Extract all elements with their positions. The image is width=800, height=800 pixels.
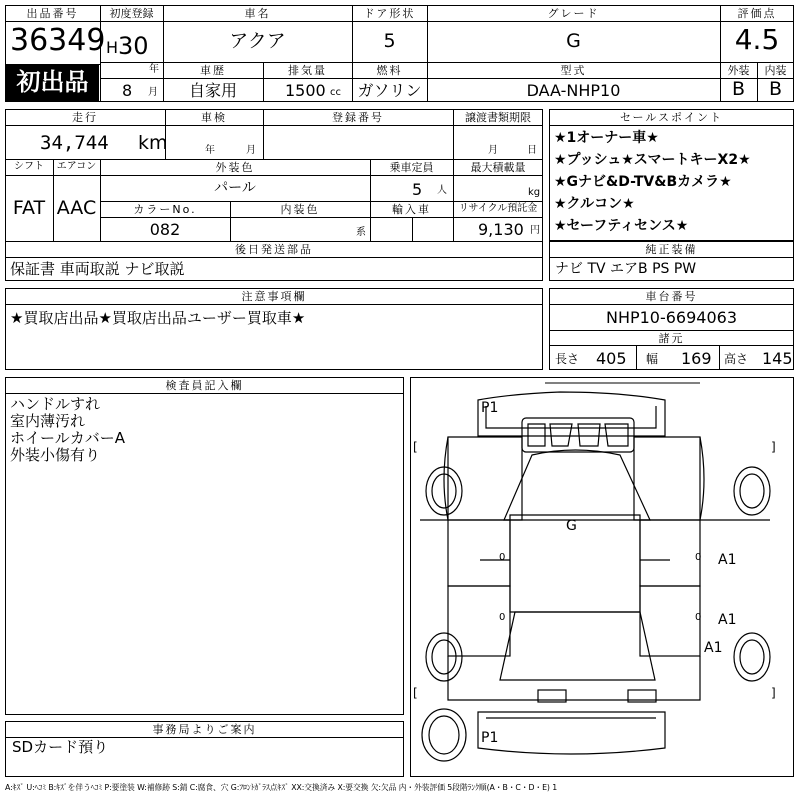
recycle-value: 9,130 <box>478 220 524 239</box>
equipment-header: 純正装備 <box>645 243 698 256</box>
year-unit: 年 <box>149 64 159 75</box>
chassis-value: NHP10-6694063 <box>605 308 738 327</box>
transfer-header: 譲渡書類期限 <box>465 111 531 124</box>
sales-points-header: セールスポイント <box>619 111 723 124</box>
int-rating-header: 内装 <box>764 64 787 77</box>
mileage-unit: km <box>138 132 168 154</box>
fuel-value: ガソリン <box>357 81 422 100</box>
color-no-value: 082 <box>149 220 181 239</box>
int-color-header: 内装色 <box>280 203 320 216</box>
inspection-header: 車検 <box>201 111 227 124</box>
notes-header: 注意事項欄 <box>241 290 307 303</box>
office-header: 事務局よりご案内 <box>152 723 257 736</box>
grade-value: G <box>566 30 581 52</box>
recycle-unit: 円 <box>530 225 540 236</box>
capacity-unit: 人 <box>437 185 447 196</box>
length-label: 長さ <box>555 352 580 366</box>
int-color-unit: 系 <box>356 227 366 238</box>
mileage-header: 走行 <box>72 111 98 124</box>
first-reg-era: H <box>106 38 119 57</box>
later-parts-value: 保証書 車両取説 ナビ取説 <box>10 260 185 278</box>
width-label: 幅 <box>646 352 659 366</box>
car-name-header: 車名 <box>244 7 271 20</box>
first-reg-year: 30 <box>118 32 149 60</box>
inspector-line: ハンドルすれ <box>10 395 101 413</box>
transfer-day-unit: 日 <box>527 145 537 156</box>
aircon-value: AAC <box>56 197 97 219</box>
right-front-door-mark: A1 <box>718 552 737 568</box>
office-value: SDカード預り <box>12 738 109 756</box>
car-name: アクア <box>229 30 286 52</box>
first-reg-month: 8 <box>122 81 133 100</box>
width-value: 169 <box>681 349 712 368</box>
notes-value: ★買取店出品★買取店出品ユーザー買取車★ <box>10 309 306 327</box>
bracket-open: [ <box>413 686 418 700</box>
inspector-header: 検査員記入欄 <box>165 379 244 392</box>
color-no-header: カラーNo. <box>133 203 197 216</box>
rating-value: 4.5 <box>734 23 780 56</box>
displacement-unit: cc <box>330 87 341 98</box>
inspector-line: 外装小傷有り <box>10 446 101 464</box>
legend: A:ｷｽﾞ U:ﾍｺﾐ B:ｷｽﾞを伴うﾍｺﾐ P:要塗装 W:補修跡 S:錆 C:腐食、穴 G:ﾌﾛﾝﾄｶﾞﾗｽ点ｷｽﾞ XX:交換済み X:要交換 欠:欠品 内・外装評価 5段階ﾗﾝｸ順(A・B・C・D・E) 1 <box>5 783 558 792</box>
ext-color-value: パール <box>214 180 256 196</box>
displacement-header: 排気量 <box>288 64 327 77</box>
bracket-close: ] <box>771 440 776 454</box>
sales-point-line: ★セーフティセンス★ <box>554 218 689 234</box>
inspection-month-unit: 月 <box>246 145 256 156</box>
equipment-value: ナビ TV エアB PS PW <box>555 261 697 277</box>
right-rear-fender-mark: A1 <box>704 640 723 656</box>
height-value: 145 <box>762 349 793 368</box>
doors-header: ドア形状 <box>363 7 416 20</box>
rear-mark: P1 <box>481 730 499 746</box>
height-label: 高さ <box>724 352 749 366</box>
capacity-value: 5 <box>412 180 423 199</box>
sales-point-line: ★クルコン★ <box>554 196 635 212</box>
capacity-header: 乗車定員 <box>389 161 434 174</box>
import-header: 輸入車 <box>392 203 431 216</box>
later-parts-header: 後日発送部品 <box>235 243 313 256</box>
ext-color-header: 外装色 <box>215 161 255 174</box>
model-value: DAA-NHP10 <box>526 81 621 100</box>
roof-mark: G <box>566 518 577 534</box>
recycle-header: リサイクル預託金 <box>458 203 538 214</box>
inspector-line: 室内薄汚れ <box>10 412 86 430</box>
sales-point-line: ★プッシュ★スマートキーX2★ <box>554 152 751 168</box>
displacement-value: 1500 <box>285 81 326 100</box>
zero-mark: 0 <box>695 552 702 563</box>
zero-mark: 0 <box>695 612 702 623</box>
doors-value: 5 <box>383 30 396 52</box>
lot-number-header: 出品番号 <box>26 7 79 20</box>
sales-point-line: ★Gナビ&D-TV&Bカメラ★ <box>554 174 732 190</box>
model-header: 型式 <box>560 64 587 77</box>
lot-number: 36349 <box>10 23 106 58</box>
ext-rating: B <box>731 78 746 100</box>
reg-no-header: 登録番号 <box>332 111 384 124</box>
history-header: 車歴 <box>200 64 226 77</box>
specs-header: 諸元 <box>658 332 685 345</box>
max-load-unit: kg <box>528 187 541 198</box>
length-value: 405 <box>596 349 627 368</box>
right-rear-door-mark: A1 <box>718 612 737 628</box>
first-reg-header: 初度登録 <box>109 7 154 20</box>
inspector-line: ホイールカバーA <box>10 429 125 447</box>
ext-rating-header: 外装 <box>727 64 750 77</box>
rating-header: 評価点 <box>737 7 777 20</box>
mileage-value: 34,744 <box>40 132 109 154</box>
first-listing-label: 初出品 <box>16 68 89 96</box>
history-value: 自家用 <box>188 81 237 100</box>
zero-mark: 0 <box>499 552 506 563</box>
shift-header: シフト <box>14 161 44 172</box>
front-mark: P1 <box>481 400 499 416</box>
chassis-header: 車台番号 <box>645 290 698 303</box>
transfer-month-unit: 月 <box>488 145 498 156</box>
shift-value: FAT <box>12 197 46 219</box>
grade-header: グレード <box>547 7 600 20</box>
aircon-header: エアコン <box>56 161 97 172</box>
inspection-year-unit: 年 <box>205 145 215 156</box>
zero-mark: 0 <box>499 612 506 623</box>
sales-point-line: ★1オーナー車★ <box>554 130 659 146</box>
int-rating: B <box>768 78 783 100</box>
month-unit: 月 <box>148 87 158 98</box>
fuel-header: 燃料 <box>376 64 403 77</box>
bracket-open: [ <box>413 440 418 454</box>
max-load-header: 最大積載量 <box>470 161 526 174</box>
bracket-close: ] <box>771 686 776 700</box>
